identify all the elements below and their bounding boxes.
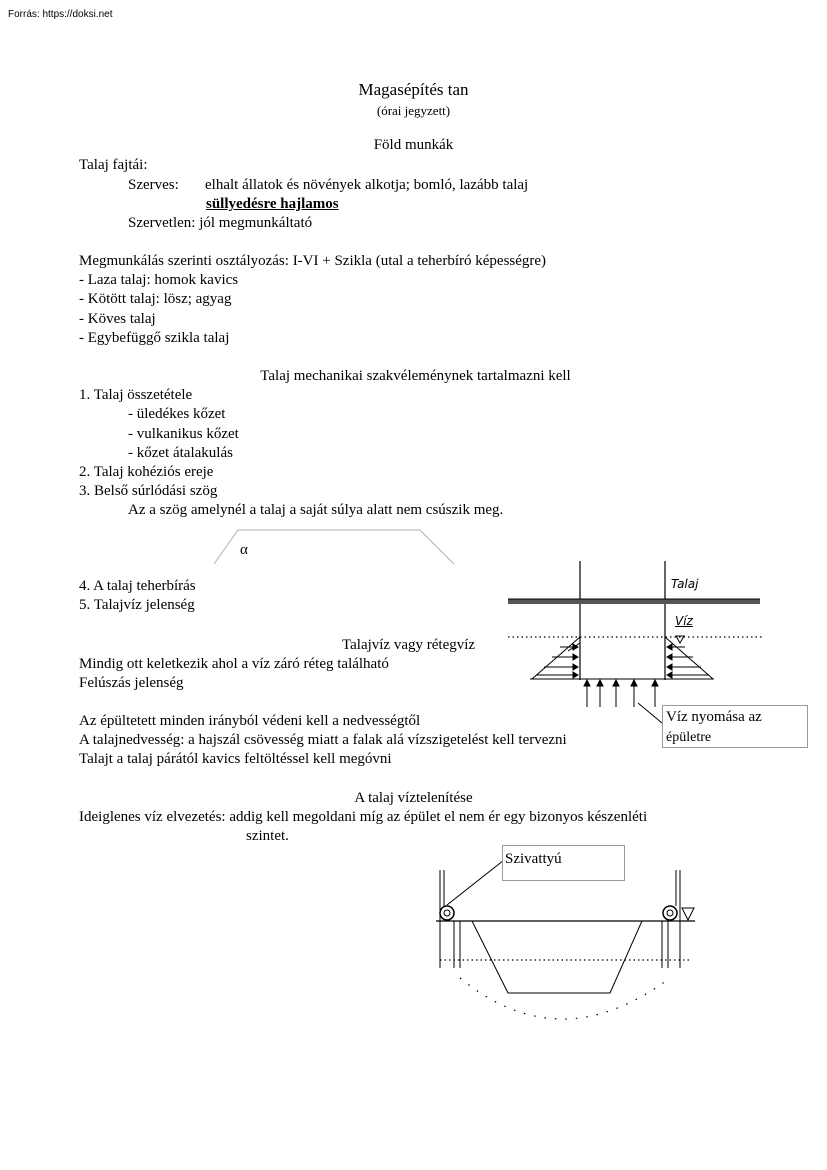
item-friction-angle: 3. Belső súrlódási szög [79,483,218,499]
groundwater-line: Felúszás jelenség [79,675,184,691]
inorganic-line: Szervetlen: jól megmunkáltató [128,215,313,231]
item-bearing-capacity: 4. A talaj teherbírás [79,578,196,594]
groundwater-line: Talajt a talaj párától kavics feltöltéssel kell megóvni [79,751,392,767]
callout-line: Víz nyomása az [666,709,762,725]
callout-pump-label: Szivattyú [505,851,562,867]
section-heading-groundwater: Talajvíz vagy rétegvíz [342,637,476,653]
soil-type-item: - Köves talaj [79,311,156,327]
soil-type-item: - Kötött talaj: lösz; agyag [79,291,232,307]
source-label: Forrás: https://doksi.net [8,9,113,20]
item-composition: 1. Talaj összetétele [79,387,193,403]
dewatering-line: szintet. [246,828,289,844]
callout-pump [502,845,625,881]
classification-line: Megmunkálás szerinti osztályozás: I-VI + Szikla (utal a teherbíró képességre) [79,253,547,269]
groundwater-line: Mindig ott keletkezik ahol a víz záró réteg található [79,656,389,672]
soil-type-item: - Egybefüggő szikla talaj [79,330,230,346]
organic-emphasis: süllyedésre hajlamos [206,196,339,212]
callout-water-pressure [662,705,808,748]
item-cohesion: 2. Talaj kohéziós ereje [79,464,214,480]
alpha-symbol: α [240,542,248,558]
groundwater-line: A talajnedvesség: a hajszál csövesség miatt a falak alá vízszigetelést kell tervezni [79,732,567,748]
section-heading-dewatering: A talaj víztelenítése [354,790,473,806]
dewatering-line: Ideiglenes víz elvezetés: addig kell megoldani míg az épület el nem ér egy bizonyos készenléti [79,809,648,825]
friction-angle-desc: Az a szög amelynél a talaj a saját súlya alatt nem csúszik meg. [128,502,504,518]
composition-sub-item: - üledékes kőzet [128,406,226,422]
callout-line: épületre [666,730,712,745]
page-subtitle: (órai jegyzett) [376,103,451,118]
composition-sub-item: - kőzet átalakulás [128,445,233,461]
soil-type-item: - Laza talaj: homok kavics [79,272,239,288]
organic-label: Szerves: [128,177,179,193]
section-heading-earthworks: Föld munkák [373,137,454,153]
soil-types-intro: Talaj fajtái: [79,157,148,173]
composition-sub-item: - vulkanikus kőzet [128,426,239,442]
diagram-label-soil: Talaj [671,577,699,591]
organic-text: elhalt állatok és növények alkotja; bomló, lazább talaj [205,177,529,193]
item-groundwater: 5. Talajvíz jelenség [79,597,195,613]
dewatering-pump-diagram [430,860,710,1030]
section-heading-expert-opinion: Talaj mechanikai szakvéleménynek tartalmazni kell [260,368,571,384]
groundwater-pressure-diagram [500,555,770,715]
groundwater-line: Az épültetett minden irányból védeni kell a nedvességtől [79,713,421,729]
page-title: Magasépítés tan [358,80,469,99]
diagram-label-water: Víz [675,614,693,628]
